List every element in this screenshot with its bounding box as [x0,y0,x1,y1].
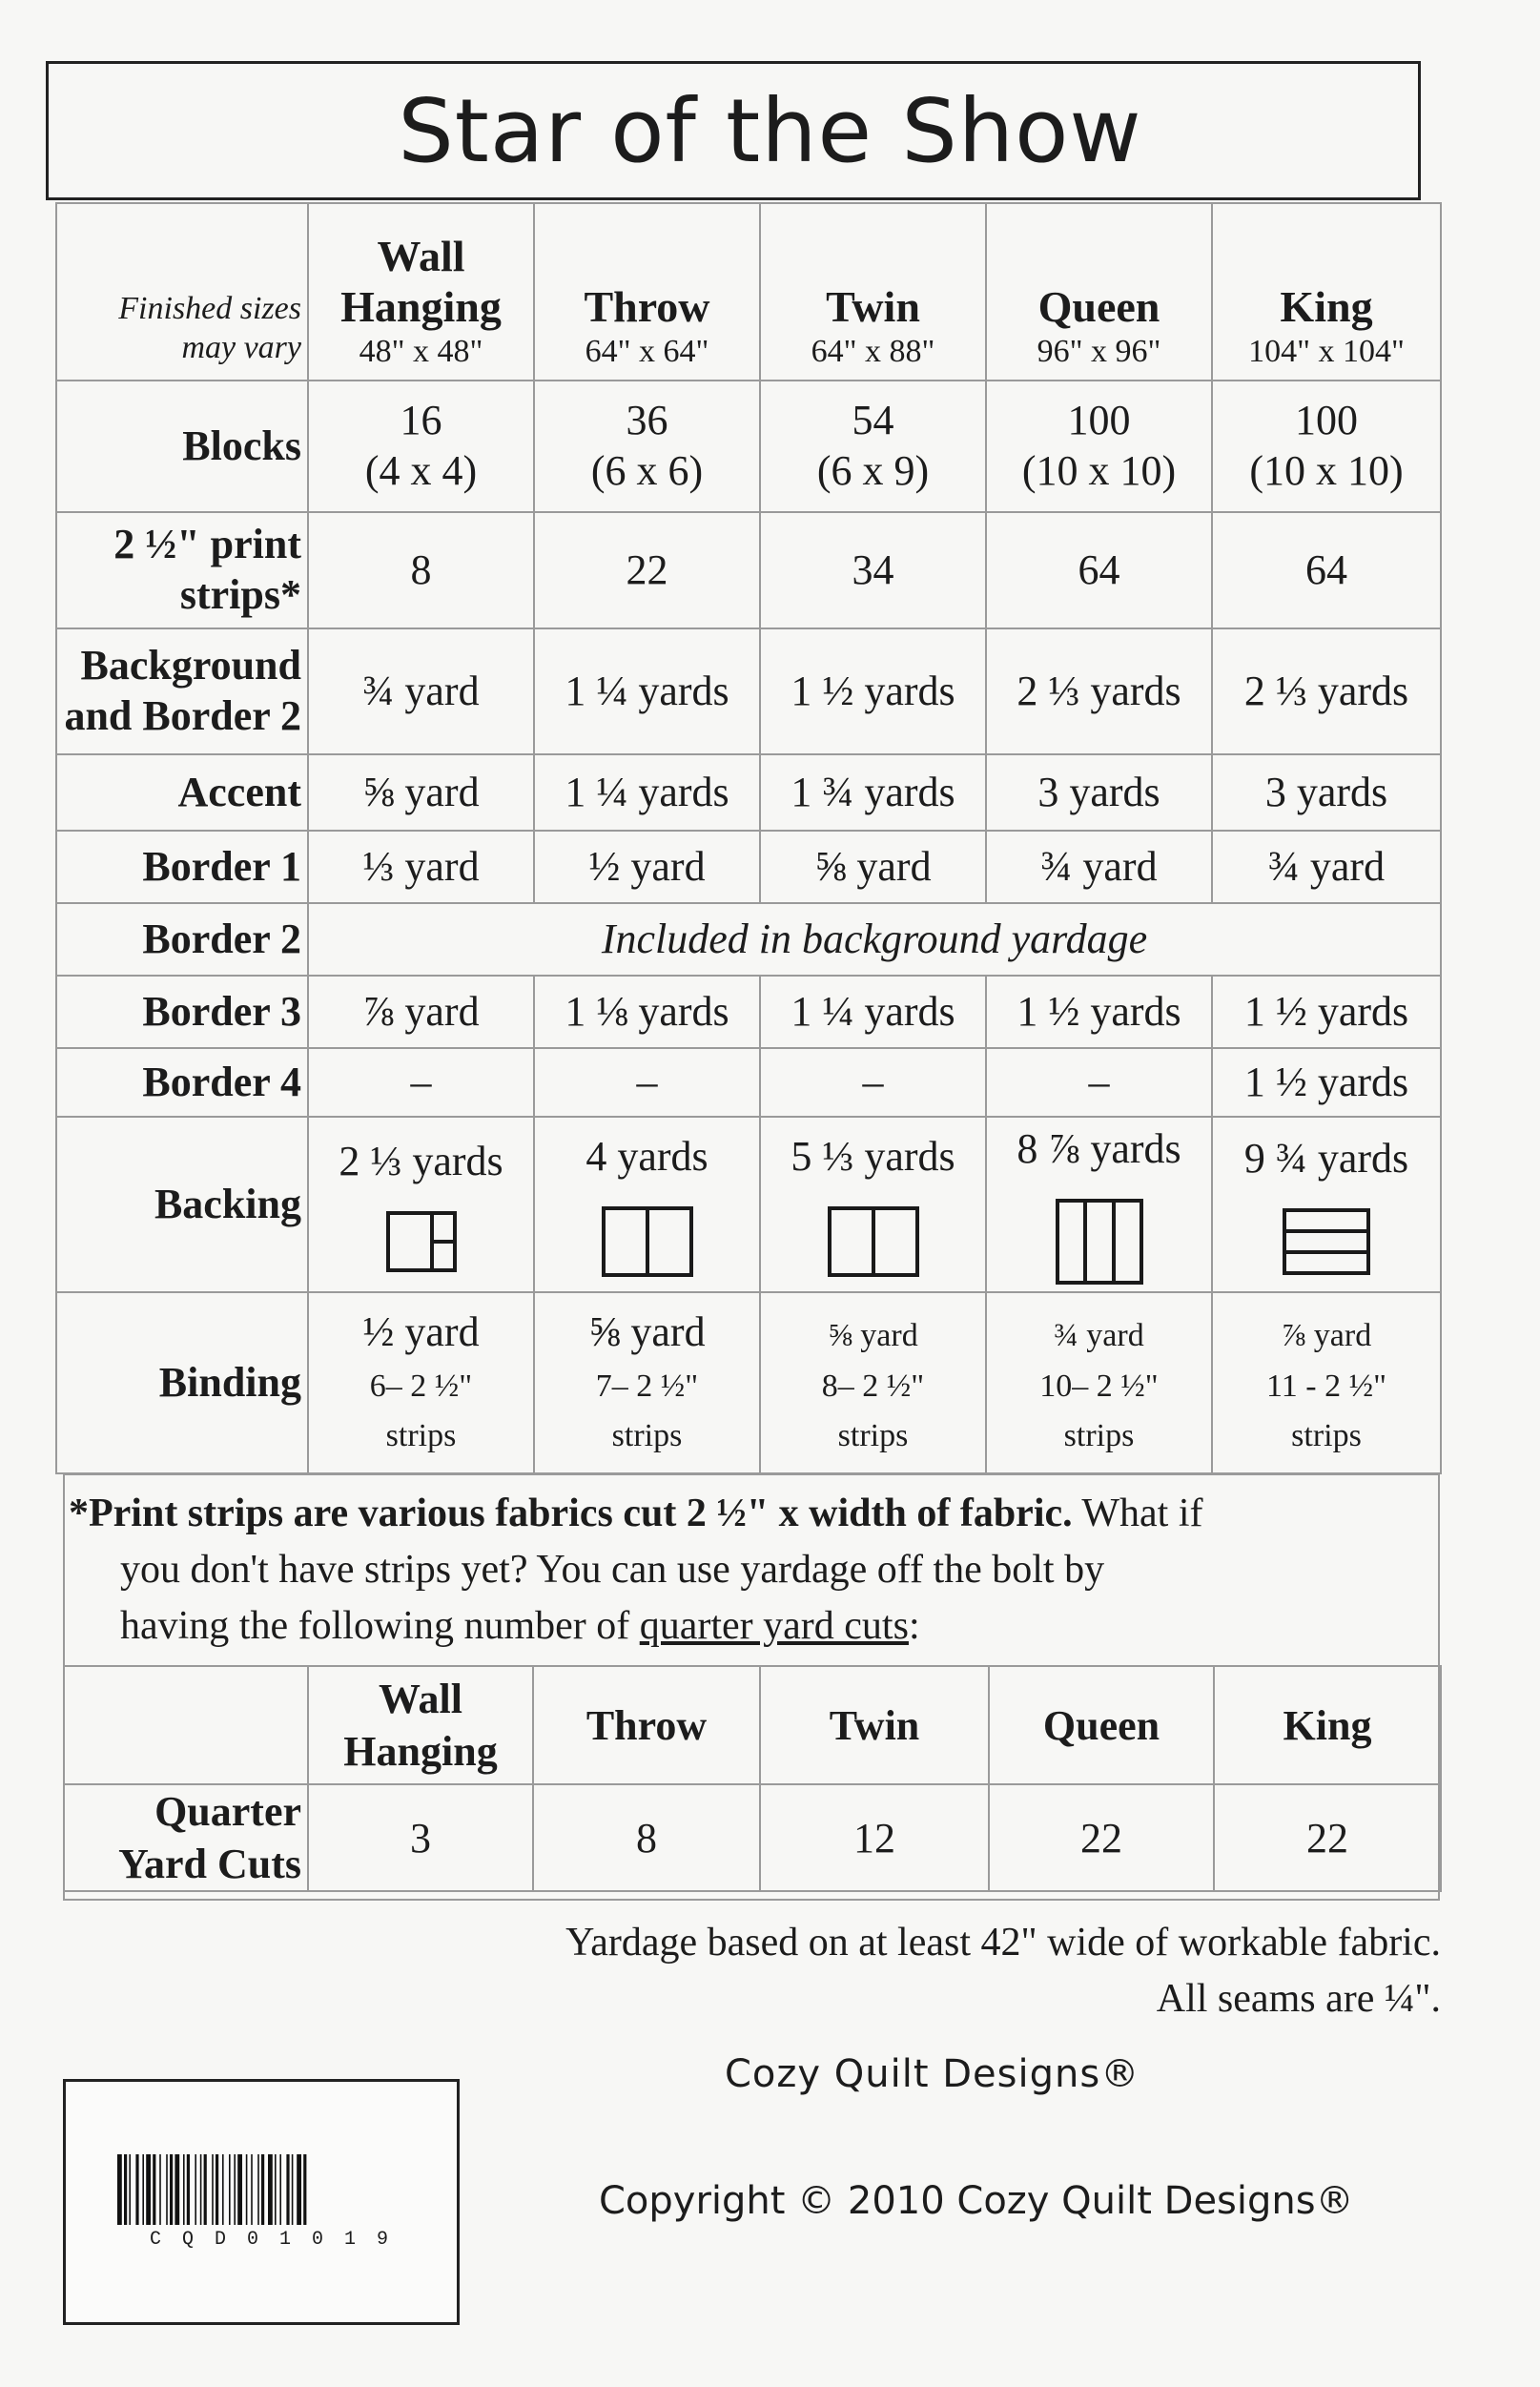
page-title: Star of the Show [398,80,1142,182]
row-label: 2 ½" print strips* [56,512,308,628]
table-cell: ⅝ yard [760,831,986,903]
table-cell: – [308,1048,534,1117]
quarter-values-row [64,1784,1441,1891]
row-label: Border 2 [56,903,308,976]
row-label: Blocks [56,381,308,512]
border2-row [56,903,1441,976]
size-header [308,203,534,381]
size-header: King [1214,1666,1441,1784]
border1-row [56,831,1441,903]
size-header [986,203,1212,381]
table-cell: ⅝ yard 8– 2 ½" strips [760,1292,986,1473]
table-cell: 1 ¼ yards [760,976,986,1048]
table-cell: ⅝ yard 7– 2 ½" strips [534,1292,760,1473]
print-strips-note: *Print strips are various fabrics cut 2 ½" x width of fabric. What if you don't have strips yet? You can use yardage off the bolt by having the following number of quarter yard cuts: [69,1492,1203,1648]
size-dims: 48" x 48" [359,334,483,370]
table-cell: 1 ½ yards [986,976,1212,1048]
size-header: Queen [989,1666,1214,1784]
table-cell: ¾ yard [308,628,534,754]
barcode-icon [113,2154,409,2225]
table-cell: 1 ¼ yards [534,628,760,754]
table-cell: 1 ¼ yards [534,754,760,831]
table-cell: 36 (6 x 6) [534,381,760,512]
border2-note: Included in background yardage [308,903,1441,976]
table-cell: 100 (10 x 10) [1212,381,1441,512]
table-cell: ¾ yard [1212,831,1441,903]
size-name: Wall Hanging [340,232,502,332]
table-cell: 3 yards [1212,754,1441,831]
table-cell: 2 ⅓ yards [308,1117,534,1292]
yardage-table [55,202,1442,1474]
backing-three-panel-vertical-icon [1056,1199,1143,1285]
accent-row [56,754,1441,831]
size-header [1212,203,1441,381]
table-cell: ⅞ yard [308,976,534,1048]
border4-row [56,1048,1441,1117]
barcode-text: CQD01019 [150,2229,410,2251]
table-cell: 8 ⅞ yards [986,1117,1212,1292]
table-cell: ⅞ yard 11 - 2 ½" strips [1212,1292,1441,1473]
quarter-header-row [64,1666,1441,1784]
table-cell: 22 [989,1784,1214,1891]
size-header: Twin [760,1666,989,1784]
size-header [760,203,986,381]
barcode-box [63,2079,460,2325]
row-label: Border 3 [56,976,308,1048]
size-dims: 96" x 96" [1037,334,1161,370]
table-cell: 1 ½ yards [760,628,986,754]
yardage-footnote: Yardage based on at least 42" wide of workable fabric. All seams are ¼". [565,1921,1441,2021]
table-cell: 64 [1212,512,1441,628]
print-strips-row [56,512,1441,628]
table-cell: 8 [308,512,534,628]
finished-sizes-note: Finished sizes may vary [56,203,308,381]
size-name: Throw [584,282,710,332]
row-label: Binding [56,1292,308,1473]
table-cell: 3 [308,1784,533,1891]
table-cell: 3 yards [986,754,1212,831]
border3-row [56,976,1441,1048]
table-cell: 2 ⅓ yards [1212,628,1441,754]
copyright: Copyright © 2010 Cozy Quilt Designs® [599,2179,1354,2223]
table-cell: 64 [986,512,1212,628]
table-cell: ¾ yard 10– 2 ½" strips [986,1292,1212,1473]
table-cell: 12 [760,1784,989,1891]
table-cell: 1 ½ yards [1212,976,1441,1048]
background-row [56,628,1441,754]
size-dims: 64" x 88" [811,334,935,370]
size-name: Queen [1037,282,1160,332]
size-header-row [56,203,1441,381]
binding-row [56,1292,1441,1473]
table-cell: ½ yard 6– 2 ½" strips [308,1292,534,1473]
table-cell: 54 (6 x 9) [760,381,986,512]
size-name: King [1280,282,1373,332]
row-label: Border 4 [56,1048,308,1117]
row-label: Background and Border 2 [56,628,308,754]
table-cell: 8 [533,1784,760,1891]
size-header [534,203,760,381]
table-cell: 5 ⅓ yards [760,1117,986,1292]
blank-cell [64,1666,308,1784]
backing-two-panel-icon [828,1206,919,1277]
table-cell: 2 ⅓ yards [986,628,1212,754]
table-cell: 34 [760,512,986,628]
table-cell: 22 [534,512,760,628]
row-label: Accent [56,754,308,831]
backing-row [56,1117,1441,1292]
table-cell: – [986,1048,1212,1117]
table-cell: ⅝ yard [308,754,534,831]
table-cell: 16 (4 x 4) [308,381,534,512]
table-cell: 9 ¾ yards [1212,1117,1441,1292]
size-name: Twin [826,282,920,332]
brand-logo: Cozy Quilt Designs® [725,2052,1140,2096]
size-header: Throw [533,1666,760,1784]
table-cell: – [534,1048,760,1117]
size-dims: 104" x 104" [1248,334,1405,370]
size-dims: 64" x 64" [585,334,709,370]
table-cell: ¾ yard [986,831,1212,903]
table-cell: 100 (10 x 10) [986,381,1212,512]
table-cell: 1 ½ yards [1212,1048,1441,1117]
table-cell: ½ yard [534,831,760,903]
table-cell: 1 ¾ yards [760,754,986,831]
backing-three-panel-horizontal-icon [1283,1208,1370,1275]
table-cell: – [760,1048,986,1117]
row-label: Border 1 [56,831,308,903]
backing-two-panel-icon [602,1206,693,1277]
table-cell: 1 ⅛ yards [534,976,760,1048]
row-label: Quarter Yard Cuts [64,1784,308,1891]
size-header: Wall Hanging [308,1666,533,1784]
backing-two-panel-narrow-icon [386,1211,457,1272]
table-cell: ⅓ yard [308,831,534,903]
quarter-yard-table [63,1665,1442,1892]
table-cell: 22 [1214,1784,1441,1891]
row-label: Backing [56,1117,308,1292]
table-cell: 4 yards [534,1117,760,1292]
blocks-row [56,381,1441,512]
